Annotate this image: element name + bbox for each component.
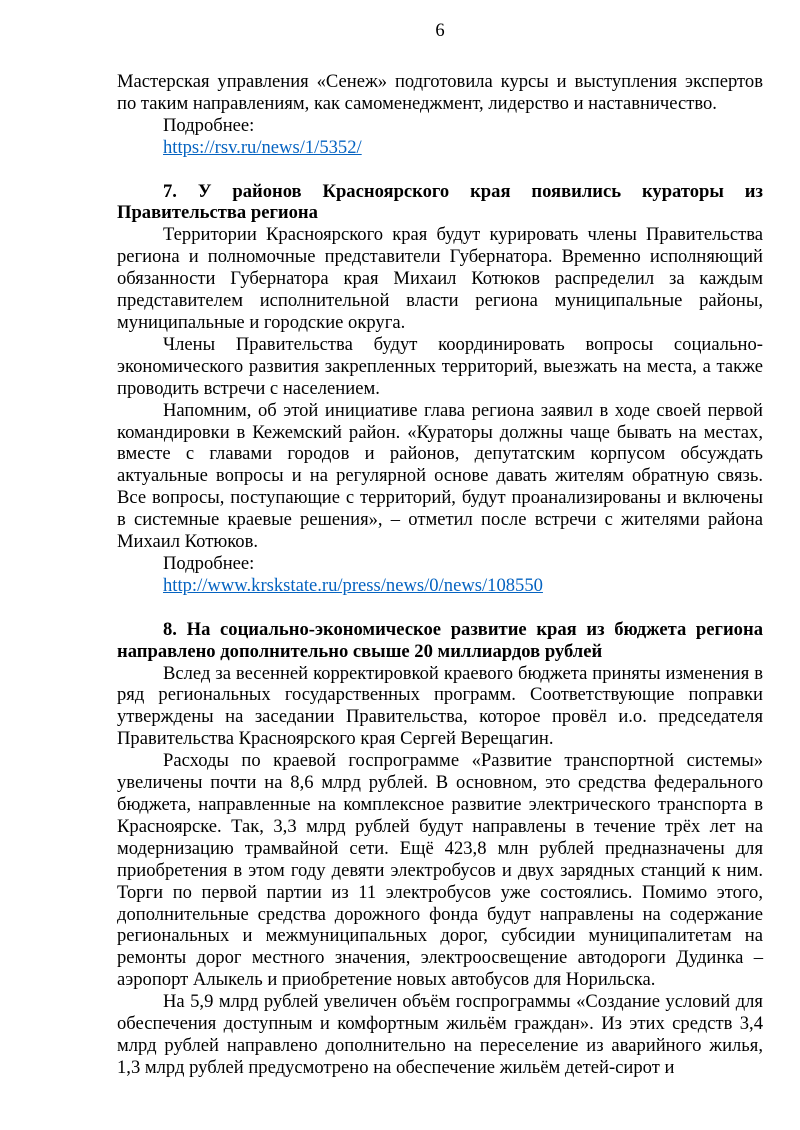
section-7-more-label: Подробнее: (163, 552, 255, 574)
intro-link[interactable]: https://rsv.ru/news/1/5352/ (163, 136, 362, 158)
spacer (117, 159, 763, 181)
intro-link-line (117, 137, 763, 159)
intro-paragraph: Мастерская управления «Сенеж» подготовила курсы и выступления экспертов по таким направлениям, как самоменеджмент, лидерство и наставничество. (117, 70, 763, 114)
section-7-link-line (117, 575, 763, 597)
section-8-paragraph-2: Расходы по краевой госпрограмме «Развитие транспортной системы» увеличены почти на 8,6 млрд рублей. В основном, это средства федерального бюджета, направленные на комплексное развитие электрического транспорта в Красноярске. Так, 3,3 млрд рублей будут направлены в течение трёх лет на модернизацию трамвайной сети. Ещё 423,8 млн рублей предназначены для приобретения в этом году девяти электробусов и двух зарядных станций к ним. Торги по первой партии из 11 электробусов уже состоялись. Помимо этого, дополнительные средства дорожного фонда будут направлены на содержание региональных и межмуниципальных дорог, субсидии муниципалитетам на ремонты дорог местного значения, электроосвещение автодороги Дудинка – аэропорт Алыкель и приобретение новых автобусов для Норильска. (117, 750, 763, 991)
section-8-heading: 8. На социально-экономическое развитие края из бюджета региона направлено дополнительно свыше 20 миллиардов рублей (117, 618, 763, 662)
section-8-paragraph-1: Вслед за весенней корректировкой краевого бюджета приняты изменения в ряд региональных государственных программ. Соответствующие поправки утверждены на заседании Правительства, которое провёл и.о. председателя Правительства Красноярского края Сергей Верещагин. (117, 662, 763, 750)
section-7-paragraph-3: Напомним, об этой инициативе глава региона заявил в ходе своей первой командировки в Кежемский район. «Кураторы должны чаще бывать на местах, вместе с главами городов и районов, депутатским корпусом обсуждать актуальные вопросы и на регулярной основе давать жителям обратную связь. Все вопросы, поступающие с территорий, будут проанализированы и включены в системные краевые решения», – отметил после встречи с жителями района Михаил Котюков. (117, 399, 763, 553)
section-7-paragraph-1: Территории Красноярского края будут курировать члены Правительства региона и полномочные представители Губернатора. Временно исполняющий обязанности Губернатора края Михаил Котюков распределил за каждым представителем исполнительной власти региона муниципальные районы, муниципальные и городские округа. (117, 224, 763, 333)
spacer (117, 597, 763, 619)
page-number: 6 (435, 20, 445, 41)
section-8-paragraph-3: На 5,9 млрд рублей увеличен объём госпрограммы «Создание условий для обеспечения доступным и комфортным жильём граждан». Из этих средств 3,4 млрд рублей направлено дополнительно на переселение из аварийного жилья, 1,3 млрд рублей предусмотрено на обеспечение жильём детей-сирот и (117, 991, 763, 1078)
intro-more-label: Подробнее: (163, 114, 255, 136)
section-7-heading: 7. У районов Красноярского края появились кураторы из Правительства региона (117, 180, 763, 224)
section-7-link[interactable]: http://www.krskstate.ru/press/news/0/news/108550 (163, 574, 543, 596)
document-page (117, 20, 763, 1079)
section-7-paragraph-2: Члены Правительства будут координировать вопросы социально-экономического развития закрепленных территорий, выезжать на места, а также проводить встречи с населением. (117, 333, 763, 399)
